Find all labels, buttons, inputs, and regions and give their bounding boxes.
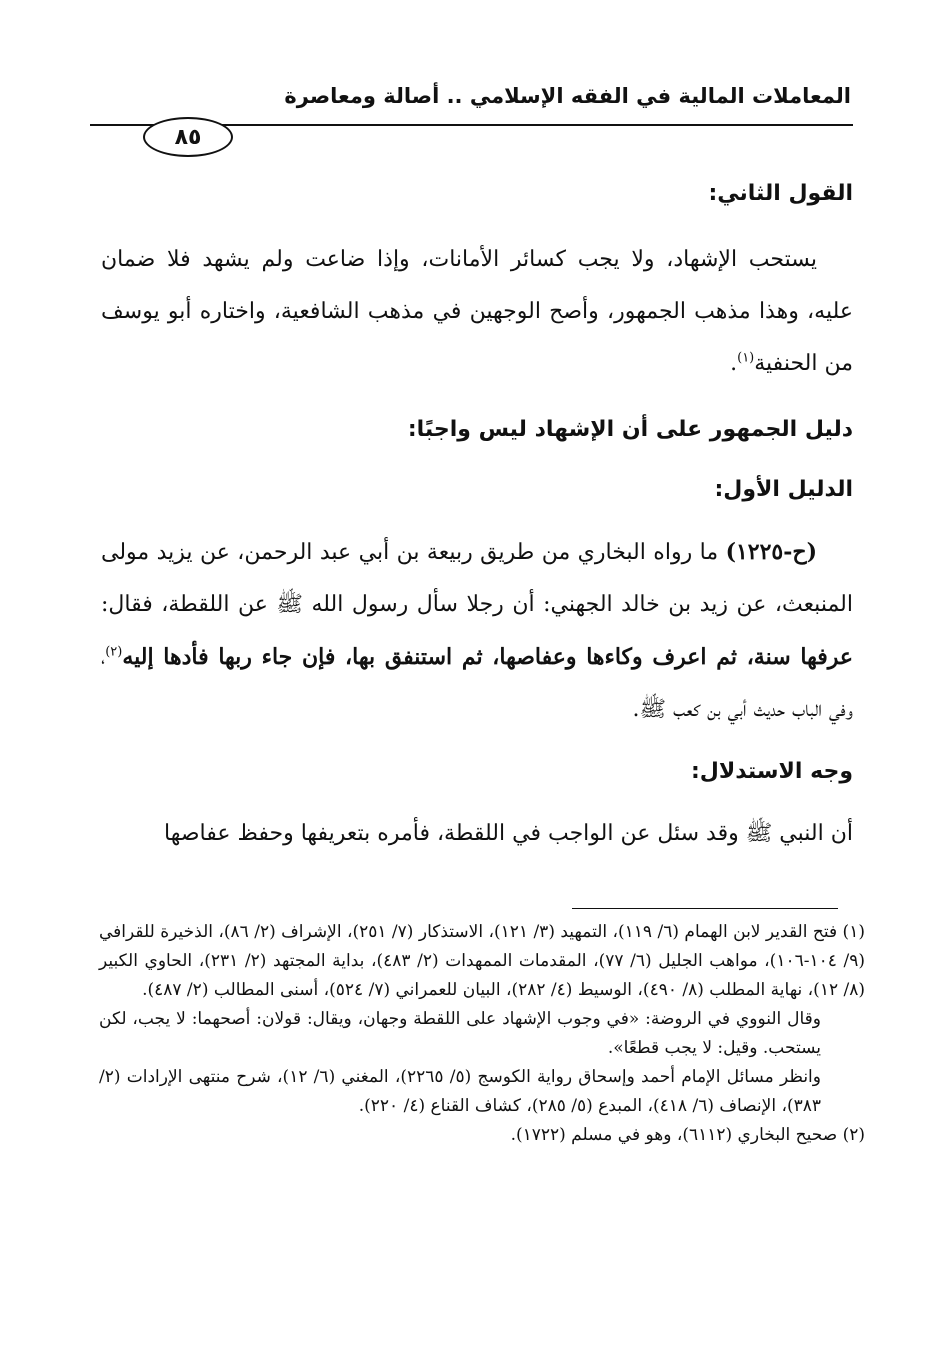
hadith-text-end: ، وفي الباب حديث أبي بن كعب ﷺ. [101, 645, 853, 722]
footnotes [99, 918, 865, 1150]
hadith-number: (ح-١٢٢٥) [725, 539, 817, 565]
footnote-1-nawawi: وقال النووي في الروضة: «في وجوب الإشهاد على اللقطة وجهان، ويقال: قولان: أصحهما: لا يجب، لكن يستحب. وقيل: لا يجب قطعًا». [99, 1009, 821, 1058]
footnote-1-see-also: وانظر مسائل الإمام أحمد وإسحاق رواية الكوسج (٥/ ٢٢٦٥)، المغني (٦/ ١٢)، شرح منتهى الإرادات (٢/ ٣٨٣)، الإنصاف (٦/ ٤١٨)، المبدع (٥/ ٢٨٥)، كشاف القناع (٤/ ٢٢٠). [99, 1067, 821, 1116]
heading-evidence: دليل الجمهور على أن الإشهاد ليس واجبًا: [407, 417, 853, 442]
paragraph-hadith [101, 526, 853, 746]
paragraph-opinion-text: يستحب الإشهاد، ولا يجب كسائر الأمانات، وإذا ضاعت ولم يشهد فلا ضمان عليه، وهذا مذهب الجمهور، وأصح الوجهين في مذهب الشافعية، واختاره أبو يوسف من الحنفية [101, 247, 853, 376]
heading-inference: وجه الاستدلال: [690, 759, 853, 784]
heading-second-opinion: القول الثاني: [708, 181, 853, 206]
paragraph-inference: أن النبي ﷺ وقد سئل عن الواجب في اللقطة، فأمره بتعريفها وحفظ عفاصها [163, 821, 853, 846]
paragraph-opinion [101, 234, 853, 394]
main-text [101, 168, 853, 860]
hadith-quote: عرفها سنة، ثم اعرف وكاءها وعفاصها، ثم استنفق بها، فإن جاء ربها فأدها إليه [122, 644, 853, 670]
footnote-rule [572, 908, 838, 909]
paragraph-opinion-end: . [730, 351, 738, 376]
footnote-1: (١) فتح القدير لابن الهمام (٦/ ١١٩)، التمهيد (٣/ ١٢١)، الاستذكار (٧/ ٢٥١)، الإشراف (٢/ ٨٦)، الذخيرة للقرافي (٩/ ١٠٤-١٠٦)، مواهب الجليل (٦/ ٧٧)، المقدمات الممهدات (٢/ ٤٨٣)، بداية المجتهد (٢/ ٢٣١)، الحاوي الكبير (٨/ ١٢)، نهاية المطلب (٨/ ٤٩٠)، الوسيط (٤/ ٢٨٢)، البيان للعمراني (٧/ ٥٢٤)، أسنى المطالب (٢/ ٤٨٧). [99, 922, 865, 1000]
footnote-ref-1: (١) [737, 350, 755, 366]
heading-first-evidence: الدليل الأول: [714, 477, 853, 502]
running-title: المعاملات المالية في الفقه الإسلامي .. أصالة ومعاصرة [284, 84, 851, 108]
hadith-text: ما رواه البخاري من طريق ربيعة بن أبي عبد الرحمن، عن يزيد مولى المنبعث، عن زيد بن خالد الجهني: أن رجلا سأل رسول الله ﷺ عن اللقطة، فقال: [101, 540, 853, 617]
footnote-ref-2: (٢) [105, 644, 123, 660]
page-number [143, 117, 233, 157]
page-number-text: ٨٥ [174, 124, 202, 150]
footnote-2: (٢) صحيح البخاري (٦١١٢)، وهو في مسلم (١٧٢٢). [510, 1125, 865, 1145]
